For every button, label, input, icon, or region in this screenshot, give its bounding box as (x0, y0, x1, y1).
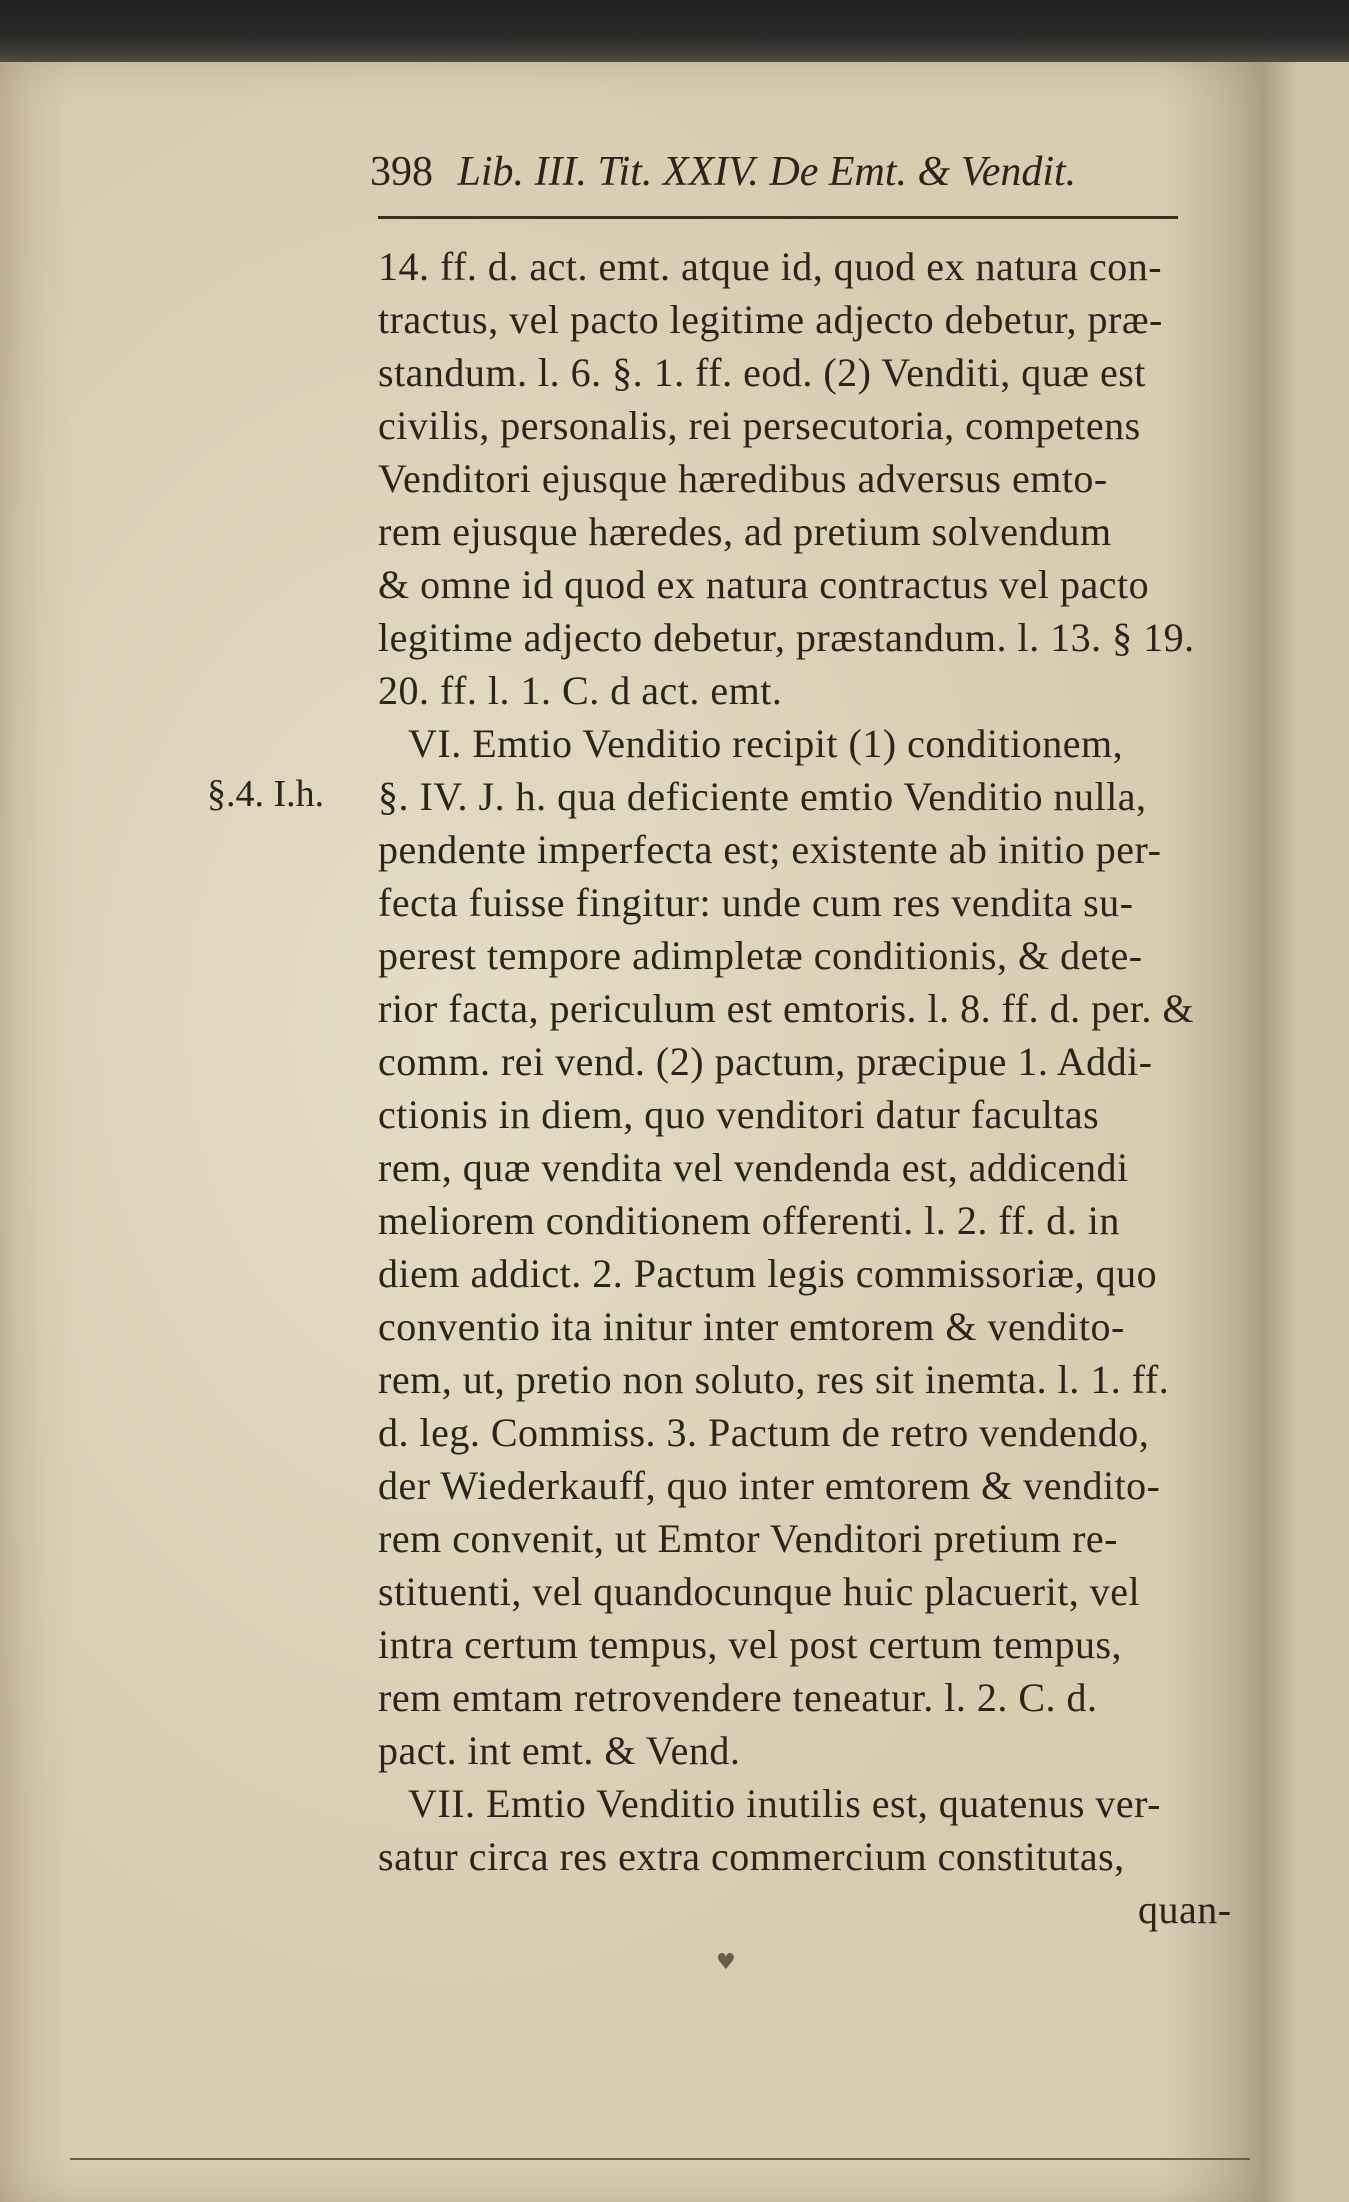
text-line: rem, quæ vendita vel vendenda est, addicendi (378, 1145, 1129, 1190)
text-line: perest tempore adimpletæ conditionis, & dete- (378, 933, 1143, 978)
page-bottom-rule (70, 2158, 1250, 2160)
text-line: intra certum tempus, vel post certum tempus, (378, 1622, 1123, 1667)
page-number: 398 (370, 149, 433, 195)
text-line: satur circa res extra commercium constitutas, (378, 1834, 1125, 1879)
text-line: tractus, vel pacto legitime adjecto debetur, præ- (378, 297, 1163, 342)
text-line: diem addict. 2. Pactum legis commissoriæ, quo (378, 1251, 1158, 1296)
text-line: rior facta, periculum est emtoris. l. 8. ff. d. per. & (378, 986, 1195, 1031)
text-line: 20. ff. l. 1. C. d act. emt. (378, 668, 783, 713)
text-line: stituenti, vel quandocunque huic placuerit, vel (378, 1569, 1141, 1614)
text-line: pact. int emt. & Vend. (378, 1728, 741, 1773)
header-rule (378, 216, 1178, 219)
text-line: VII. Emtio Venditio inutilis est, quatenus ver- (408, 1781, 1161, 1826)
text-line: ctionis in diem, quo venditori datur facultas (378, 1092, 1100, 1137)
text-line: civilis, personalis, rei persecutoria, competens (378, 403, 1141, 448)
text-line: legitime adjecto debetur, præstandum. l. 13. § 19. (378, 615, 1195, 660)
text-line: meliorem conditionem offerenti. l. 2. ff. d. in (378, 1198, 1120, 1243)
text-line: 14. ff. d. act. emt. atque id, quod ex natura con- (378, 244, 1163, 289)
text-line: pendente imperfecta est; existente ab initio per- (378, 827, 1162, 872)
text-line: rem, ut, pretio non soluto, res sit inemta. l. 1. ff. (378, 1357, 1170, 1402)
text-line: rem convenit, ut Emtor Venditori pretium re- (378, 1516, 1118, 1561)
text-line: Venditori ejusque hæredibus adversus emto- (378, 456, 1108, 501)
text-line: fecta fuisse fingitur: unde cum res vendita su- (378, 880, 1134, 925)
text-line: standum. l. 6. §. 1. ff. eod. (2) Venditi, quæ est (378, 350, 1146, 395)
margin-note: §.4. I.h. (207, 773, 325, 815)
scan-top-shadow (0, 0, 1349, 70)
text-line: d. leg. Commiss. 3. Pactum de retro vendendo, (378, 1410, 1150, 1455)
catchword: quan- (1138, 1887, 1232, 1932)
text-line: der Wiederkauff, quo inter emtorem & vendito- (378, 1463, 1161, 1508)
running-head (370, 148, 1076, 196)
running-head-title: Lib. III. Tit. XXIV. De Emt. & Vendit. (457, 149, 1077, 195)
text-line: & omne id quod ex natura contractus vel pacto (378, 562, 1150, 607)
facing-page-edge (1262, 62, 1349, 2202)
text-line: VI. Emtio Venditio recipit (1) conditionem, (408, 721, 1124, 766)
text-line: §. IV. J. h. qua deficiente emtio Venditio nulla, (378, 774, 1147, 819)
text-line: rem emtam retrovendere teneatur. l. 2. C. d. (378, 1675, 1098, 1720)
ornament-icon: ♥ (716, 1950, 736, 1975)
text-line: comm. rei vend. (2) pactum, præcipue 1. Addi- (378, 1039, 1153, 1084)
text-line: conventio ita initur inter emtorem & vendito- (378, 1304, 1125, 1349)
text-line: rem ejusque hæredes, ad pretium solvendum (378, 509, 1112, 554)
